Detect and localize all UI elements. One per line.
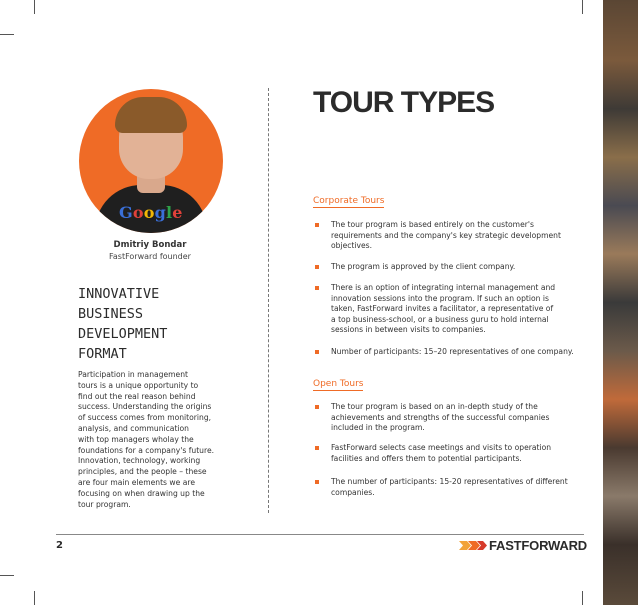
- bullet-line: taken, FastForward invites a facilitator, a representative of: [331, 304, 554, 313]
- bullet-line: innovation sessions into the program. If such an option is: [331, 293, 549, 303]
- logo-letter: l: [166, 203, 173, 222]
- fastforward-logo-text: FASTFORWARD: [489, 538, 587, 553]
- sidebar-body-line: of success comes from monitoring,: [78, 413, 212, 423]
- bullet-line: The program is approved by the client company.: [331, 262, 516, 271]
- sidebar-title-line: DEVELOPMENT: [78, 326, 168, 342]
- logo-letter: G: [119, 203, 133, 222]
- bullet-text: [331, 477, 591, 498]
- sidebar-body-line: Participation in management: [78, 370, 189, 379]
- bullet-text: [331, 443, 591, 464]
- crop-mark: [582, 591, 583, 605]
- bullet-text: [331, 262, 591, 273]
- bullet-line: The tour program is based entirely on the customer's: [331, 220, 534, 229]
- bullet-line: a top business-school, or a business guru to hold internal: [331, 314, 549, 324]
- bullet-line: The number of participants: 15-20 representatives of different: [331, 477, 568, 486]
- sidebar-body-line: tours is a unique opportunity to: [78, 380, 199, 390]
- crop-mark: [34, 0, 35, 14]
- bullet-line: companies.: [331, 487, 375, 497]
- sidebar-body-line: Innovation, technology, working: [78, 456, 201, 466]
- adjacent-page-photo: [603, 0, 638, 605]
- footer-rule: [56, 534, 584, 535]
- founder-name: Dmitriy Bondar: [113, 240, 187, 250]
- section-heading-corporate: Corporate Tours: [313, 196, 385, 206]
- sidebar-title-line: BUSINESS: [78, 306, 144, 322]
- sidebar-body: [78, 370, 238, 510]
- section-heading-open: Open Tours: [313, 379, 364, 389]
- sidebar-body-line: foundations for a company's future.: [78, 445, 215, 455]
- sidebar-body-line: with top managers wholay the: [78, 434, 194, 444]
- logo-letter: o: [143, 203, 155, 222]
- logo-letter: o: [132, 203, 144, 222]
- bullet-icon: [315, 223, 321, 229]
- bullet-icon: [315, 265, 321, 271]
- logo-letter: g: [154, 203, 167, 222]
- page-title: TOUR TYPES: [313, 86, 495, 119]
- sidebar-body-line: find out the real reason behind: [78, 391, 196, 401]
- bullet-line: The tour program is based on an in-depth study of the: [331, 402, 538, 411]
- sidebar-body-line: focusing on when drawing up the: [78, 488, 205, 498]
- bullet-line: facilities and offers them to potential participants.: [331, 453, 522, 463]
- sidebar-body-line: are four main elements we are: [78, 477, 196, 487]
- shirt-logo: [119, 203, 183, 222]
- bullet-icon: [315, 480, 321, 486]
- sidebar-body-line: tour program.: [78, 499, 131, 509]
- bullet-line: sessions in between visits to companies.: [331, 325, 486, 334]
- crop-mark: [0, 575, 14, 576]
- bullet-line: FastForward selects case meetings and visits to operation: [331, 443, 552, 452]
- column-divider: [268, 88, 269, 513]
- bullet-icon: [315, 350, 321, 356]
- page-number: 2: [56, 540, 63, 551]
- sidebar-title-line: FORMAT: [78, 346, 127, 362]
- sidebar-body-line: analysis, and communication: [78, 423, 189, 433]
- bullet-text: [331, 220, 591, 252]
- sidebar-title-line: INNOVATIVE: [78, 286, 160, 302]
- sidebar-title: [78, 284, 248, 364]
- founder-role: FastForward founder: [109, 252, 191, 261]
- bullet-text: [331, 283, 591, 336]
- fastforward-logo-icon: [459, 541, 487, 550]
- bullet-icon: [315, 286, 321, 292]
- bullet-line: Number of participants: 15–20 representatives of one company.: [331, 347, 574, 356]
- bullet-icon: [315, 446, 321, 452]
- bullet-line: objectives.: [331, 241, 373, 250]
- bullet-line: achievements and strengths of the successful companies: [331, 412, 550, 422]
- bullet-text: [331, 402, 591, 434]
- sidebar-body-line: principles, and the people – these: [78, 467, 207, 477]
- bullet-line: There is an option of integrating internal management and: [331, 283, 556, 292]
- logo-letter: e: [172, 203, 183, 222]
- sidebar-body-line: success. Understanding the origins: [78, 402, 212, 412]
- crop-mark: [34, 591, 35, 605]
- crop-mark: [582, 0, 583, 14]
- crop-mark: [0, 34, 14, 35]
- founder-portrait: [79, 89, 223, 233]
- bullet-icon: [315, 405, 321, 411]
- bullet-line: included in the program.: [331, 423, 425, 432]
- bullet-text: [331, 347, 591, 358]
- bullet-line: requirements and the company's key strategic development: [331, 230, 561, 240]
